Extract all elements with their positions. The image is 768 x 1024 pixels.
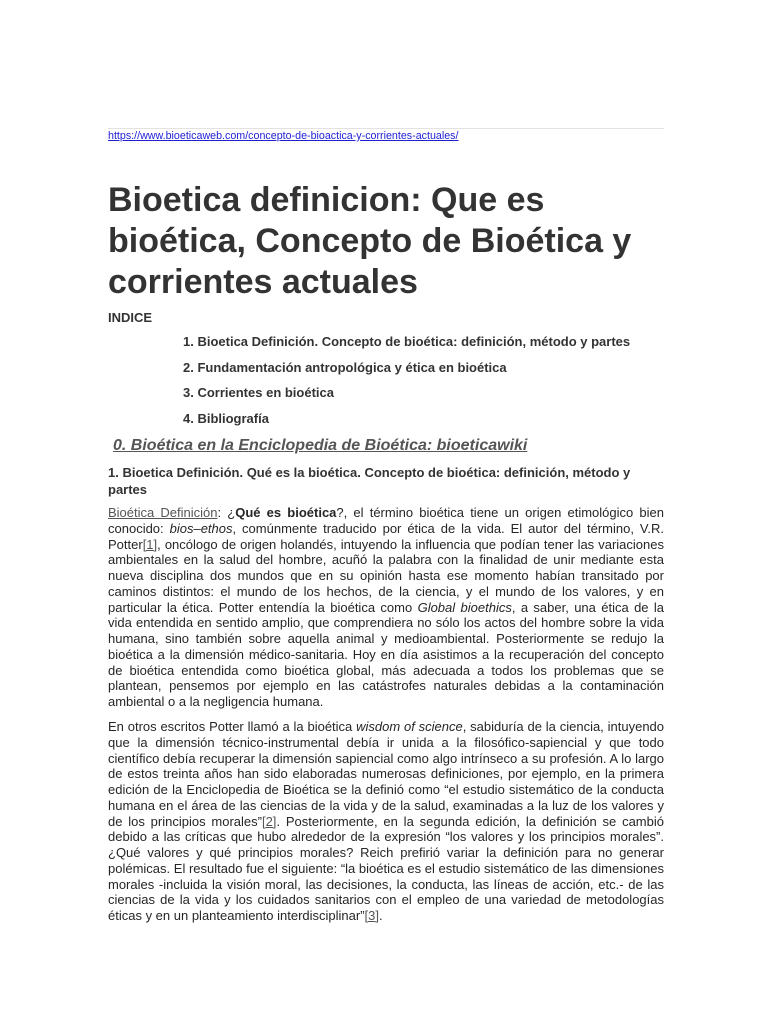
bold-question: Qué es bioética — [235, 505, 337, 520]
body-paragraph — [108, 719, 664, 924]
footnote-link[interactable]: [1] — [142, 536, 158, 552]
section-heading-link[interactable]: 0. Bioética en la Enciclopedia de Bioética: bioeticawiki — [113, 437, 528, 454]
index-item: 1. Bioetica Definición. Concepto de bioética: definición, método y partes — [183, 334, 631, 349]
paragraph-text: En otros escritos Potter llamó a la bioética — [108, 719, 357, 734]
article-body — [108, 505, 664, 933]
index-item: 2. Fundamentación antropológica y ética en bioética — [183, 359, 507, 375]
paragraph-text: , a saber, una ética de la vida entendida en sentido amplio, que comprendiera no sólo los actos del hombre sobre la vida humana, sino también sobre aquella animal y medioambiental. Posteriormente se redujo la bioética a la dimensión médico-sanitaria. Hoy en día asistimos a la recuperación del concepto de bioética entendida como bioética global, más adecuada a todos los problemas que se plantean, pensemos por ejemplo en las catástrofes naturales debidas a la contaminación ambiental o a la negligencia humana. — [108, 599, 665, 709]
italic-term: bios–ethos — [169, 520, 233, 536]
page-title: Bioetica definicion: Que es bioética, Concepto de Bioética y corrientes actuales — [108, 181, 632, 301]
source-url-link[interactable]: https://www.bioeticaweb.com/concepto-de-bioactica-y-corrientes-actuales/ — [108, 130, 459, 142]
paragraph-text: , comúnmente traducido por ética de la vida. El autor del término, V.R. Potter — [108, 520, 664, 552]
paragraph-text: ?, el término bioética tiene un origen etimológico bien conocido: — [108, 505, 664, 536]
definition-link[interactable]: Bioética Definición — [108, 505, 218, 520]
footnote-link[interactable]: [2] — [261, 813, 277, 829]
italic-term: Global bioethics — [417, 599, 512, 615]
paragraph-text: . — [379, 908, 383, 923]
index-list — [183, 334, 630, 436]
index-item: 3. Corrientes en bioética — [183, 385, 334, 401]
footnote-link[interactable]: [3] — [364, 908, 379, 923]
section-subheading: 1. Bioetica Definición. Qué es la bioética. Concepto de bioética: definición, método y partes — [108, 465, 631, 497]
paragraph-text: , oncólogo de origen holandés, intuyendo la influencia que podían tener las variaciones ambientales en la salud del hombre, acuñó la palabra con la finalidad de unir mediante esta nueva disciplina dos mundos que en su opinión hasta ese momento habían transitado por caminos distintos: el mundo de los hechos, de la ciencia, y el mundo de los valores, y en particular la ética. Potter entendía la bioética como — [108, 536, 664, 615]
index-item: 4. Bibliografía — [183, 410, 269, 426]
paragraph-text: . Posteriormente, en la segunda edición, la definición se cambió debido a las críticas que hubo alrededor de la expresión “los valores y los principios morales”. ¿Qué valores y qué principios morales? Reich prefirió variar la definición para no generar polémicas. El resultado fue el siguiente: “la bioética es el estudio sistemático de las dimensiones morales -incluida la visión moral, las decisiones, la conducta, las líneas de acción, etc.- de las ciencias de la vida y los cuidados sanitarios con el empleo de una variedad de metodologías éticas y en un planteamiento interdisciplinar” — [108, 813, 664, 923]
paragraph-text: , sabiduría de la ciencia, intuyendo que la dimensión técnico-instrumental debía ir unida a la filosófico-sapiencial y que todo científico debía recuperar la dimensión sapiencial como algo intrínseco a su profesión. A lo largo de estos treinta años han sido elaboradas numerosas definiciones, por ejemplo, en la primera edición de la Enciclopedia de Bioética se la definió como “el estudio sistemático de la conducta humana en el área de las ciencias de la vida y de la salud, examinadas a la luz de los valores y de los principios morales” — [108, 719, 665, 829]
body-paragraph — [108, 505, 664, 710]
paragraph-text: : ¿ — [217, 505, 236, 520]
index-label: INDICE — [108, 310, 153, 325]
italic-term: wisdom of science — [356, 719, 463, 734]
